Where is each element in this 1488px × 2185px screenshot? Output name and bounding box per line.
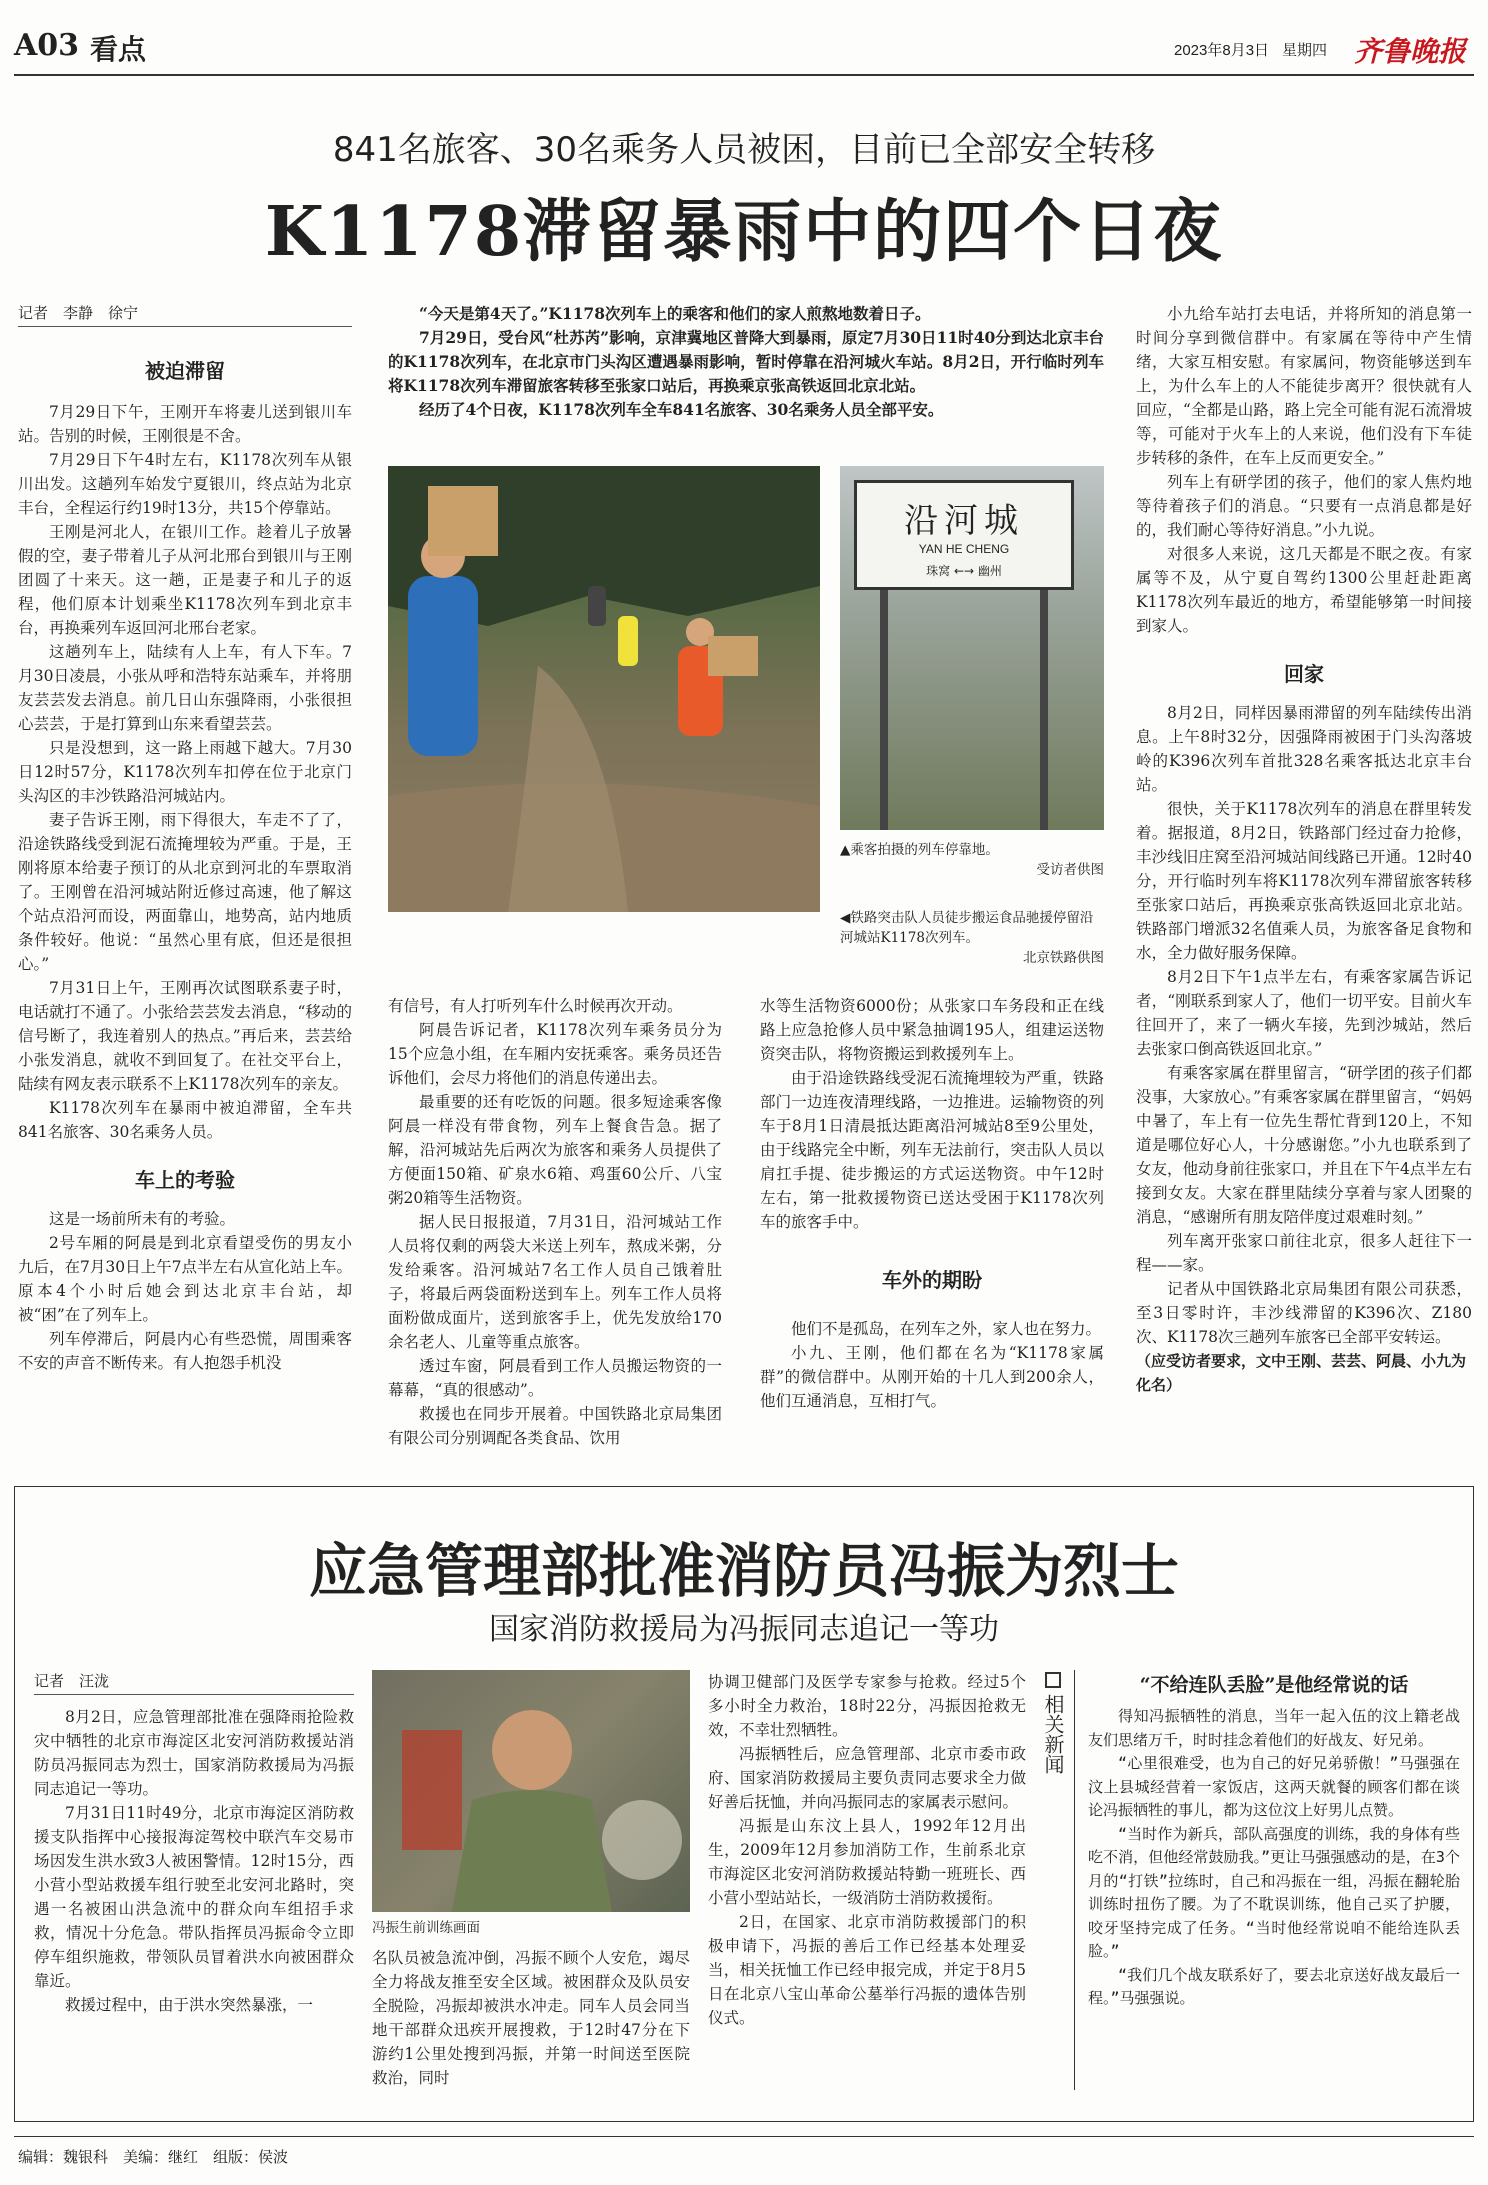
a1-col2-text: 有信号，有人打听列车什么时候再次开动。 阿晨告诉记者，K1178次列车乘务员分为15个应急小组，在车厢内安抚乘客。乘务员还告诉他们，会尽力将他们的消息传递出去。 最重要的还有吃饭的问题。很多短途乘客像阿晨一样没有带食物，列车上餐食告急。据了解，沿河城站先后两次为旅客和乘务人员提供了方便面150箱、矿泉水6箱、鸡蛋60公斤、八宝粥20箱等生活物资。 据人民日报报道，7月31日，沿河城站工作人员将仅剩的两袋大米送上列车，熬成米粥，分发给乘客。沿河城站7名工作人员自己饿着肚子，将最后两袋面粉送到车上。列车工作人员将面粉做成面片，送到旅客手上，优先发放给170余名老人、儿童等重点旅客。 透过车窗，阿晨看到工作人员搬运物资的一幕幕，“真的很感动”。 救援也在同步开展着。中国铁路北京局集团有限公司分别调配各类食品、饮用 (388, 997, 722, 1447)
issue-date: 2023年8月3日 (1174, 42, 1270, 59)
related-news-label: 相关新闻 (1040, 1670, 1066, 1774)
photo-rescue-workers (388, 466, 820, 912)
footer-editors: 编辑：魏银科 美编：继红 组版：侯波 (18, 2148, 289, 2166)
a1-subhead-trapped: 被迫滞留 (145, 359, 225, 383)
issue-weekday: 星期四 (1282, 41, 1328, 59)
a1-subhead-outside: 车外的期盼 (882, 1268, 982, 1292)
a2-col3-text: 协调卫健部门及医学专家参与抢救。经过5个多小时全力救治，18时22分，冯振因抢救无效，不幸壮烈牺牲。 冯振牺牲后，应急管理部、北京市委市政府、国家消防救援局主要负责同志要求全力做好善后抚恤，并向冯振同志的家属表示慰问。 冯振是山东汶上县人，1992年12月出生，2009年12月参加消防工作，生前系北京市海淀区北安河消防救援站特勤一班班长、西小营小型站站长，一级消防士消防救援衔。 2日，在国家、北京市消防救援部门的积极申请下，冯振的善后工作已经基本处理妥当，相关抚恤工作已经申报完成，并定于8月5日在北京八宝山革命公墓举行冯振的遗体告别仪式。 (708, 1673, 1026, 2027)
a2-subheadline: 国家消防救援局为冯振同志追记一等功 (489, 1612, 999, 1647)
a2-photo-caption: 冯振生前训练画面 (372, 1920, 480, 1936)
section-name: 看点 (90, 33, 147, 66)
photo-firefighter-training (372, 1670, 690, 1912)
related-news-divider (1074, 1670, 1075, 2090)
photo2-caption: ▲乘客拍摄的列车停靠地。 受访者供图 (840, 842, 1104, 878)
a2-byline: 记者 汪泷 (34, 1670, 354, 1695)
a1-byline: 记者 李静 徐宁 (18, 302, 352, 327)
side-title: “不给连队丢脸”是他经常说的话 (1139, 1674, 1409, 1696)
station-sign-neighbors: 珠窝 ←→ 幽州 (926, 564, 1002, 578)
sign-post-left (880, 590, 888, 830)
photo1-caption: ◀铁路突击队人员徒步搬运食品驰援停留沿河城站K1178次列车。 北京铁路供图 (840, 910, 1104, 966)
a1-col1b-text: 这是一场前所未有的考验。 2号车厢的阿晨是到北京看望受伤的男友小九后，在7月30日上午7点半左右从宣化站上车。原本4个小时后她会到达北京丰台站，却被“困”在了列车上。 列车停滞后，阿晨内心有些恐慌，周围乘客不安的声音不断传来。有人抱怨手机没 (18, 1210, 352, 1372)
photo-station-sign (840, 466, 1104, 830)
masthead (14, 28, 1474, 72)
a1-subheadline: 841名旅客、30名乘务人员被困，目前已全部安全转移 (332, 130, 1156, 170)
a1-subhead-test: 车上的考验 (135, 1168, 235, 1192)
a1-col4b-text: 8月2日，同样因暴雨滞留的列车陆续传出消息。上午8时32分，因强降雨被困于门头沟落坡岭的K396次列车首批328名乘客抵达北京丰台站。 很快，关于K1178次列车的消息在群里转发着。据报道，8月2日，铁路部门经过奋力抢修，丰沙线旧庄窝至沿河城站间线路已开通。12时40分，开行临时列车将K1178次列车滞留旅客转移至张家口站后，再换乘京张高铁返回北京北站。铁路部门增派32名值乘人员，为旅客备足食物和水，全力做好服务保障。 8月2日下午1点半左右，有乘客家属告诉记者，“刚联系到家人了，他们一切平安。目前火车往回开了，来了一辆火车接，先到沙城站，然后去张家口倒高铁返回北京。” 有乘客家属在群里留言，“研学团的孩子们都没事，大家放心。”有乘客家属在群里留言，“妈妈中暑了，车上有一位先生帮忙背到120上，不知道是哪位好心人，十分感谢您。”小九也联系到了女友，他动身前往张家口，并且在下午4点半左右接到女友。大家在群里陆续分享着与家人团聚的消息，“感谢所有朋友陪伴度过艰难时刻。” 列车离开张家口前往北京，很多人赶往下一程——家。 记者从中国铁路北京局集团有限公司获悉，至3日零时许，丰沙线滞留的K396次、Z180次、K1178次三趟列车旅客已全部平安转运。 (1136, 704, 1472, 1346)
paper-logo: 齐鲁晚报 (1354, 35, 1467, 68)
sign-post-right (1040, 590, 1048, 830)
station-sign-name: 沿河城 (904, 501, 1024, 541)
page-number: A03 (14, 28, 80, 63)
a1-col3a-text: 水等生活物资6000份；从张家口车务段和正在线路上应急抢修人员中紧急抽调195人，组建运送物资突击队，将物资搬运到救援列车上。 由于沿途铁路线受泥石流掩埋较为严重，铁路部门一边连夜清理线路，一边推进。运输物资的列车于8月1日清晨抵达距离沿河城站8至9公里处，由于线路完全中断，列车无法前行，突击队人员以肩扛手提、徒步搬运的方式运送物资。中午12时左右，第一批救援物资已送达受困于K1178次列车的旅客手中。 (760, 997, 1104, 1231)
a2-col1-text: 8月2日，应急管理部批准在强降雨抢险救灾中牺牲的北京市海淀区北安河消防救援站消防员冯振同志为烈士，国家消防救援局为冯振同志追记一等功。 7月31日11时49分，北京市海淀区消防救援支队指挥中心接报海淀驾校中联汽车交易市场因发生洪水致3人被困警情。12时15分，西小营小型站救援车组行驶至北安河北路时，突遇一名被困山洪急流中的群众向车组招手求救，情况十分危急。带队指挥员冯振命令立即停车组织施救，带领队员冒着洪水向被困群众靠近。 救援过程中，由于洪水突然暴涨，一 (34, 1708, 354, 2014)
side-text: 得知冯振牺牲的消息，当年一起入伍的汶上籍老战友们思绪万千，时时挂念着他们的好战友、好兄弟。 “心里很难受，也为自己的好兄弟骄傲！”马强强在汶上县城经营着一家饭店，这两天就餐的顾客们都在谈论冯振牺牲的事儿，都为这位汶上好男儿点赞。 “当时作为新兵，部队高强度的训练，我的身体有些吃不消，但他经常鼓励我。”更让马强强感动的是，在3个月的“打铁”拉练时，自己和冯振在一组，冯振在翻轮胎训练时扭伤了腰。为了不耽误训练，他自己买了护腰，咬牙坚持完成了任务。“当时他经常说咱不能给连队丢脸。” “我们几个战友联系好了，要去北京送好战友最后一程。”马强强说。 (1088, 1707, 1460, 2007)
a1-col1-text: 7月29日下午，王刚开车将妻儿送到银川车站。告别的时候，王刚很是不舍。 7月29日下午4时左右，K1178次列车从银川出发。这趟列车始发宁夏银川，终点站为北京丰台，全程运行约19时13分，共15个停靠站。 王刚是河北人，在银川工作。趁着儿子放暑假的空，妻子带着儿子从河北邢台到银川与王刚团圆了十来天。这一趟，正是妻子和儿子的返程，他们原本计划乘坐K1178次列车到北京丰台，再换乘列车返回河北邢台老家。 这趟列车上，陆续有人上车，有人下车。7月30日凌晨，小张从呼和浩特东站乘车，并将朋友芸芸发去消息。前几日山东强降雨，小张很担心芸芸，于是打算到山东来看望芸芸。 只是没想到，这一路上雨越下越大。7月30日12时57分，K1178次列车扣停在位于北京门头沟区的丰沙铁路沿河城站内。 妻子告诉王刚，雨下得很大，车走不了了，沿途铁路线受到泥石流掩埋较为严重。于是，王刚将原本给妻子预订的从北京到河北的车票取消了。王刚曾在沿河城站附近修过高速，他了解这个站点沿河而设，两面靠山，地势高，站内地质条件较好。他说：“虽然心里有底，但还是很担心。” 7月31日上午，王刚再次试图联系妻子时，电话就打不通了。小张给芸芸发去消息，“移动的信号断了，我连着别人的热点。”再后来，芸芸给小张发消息，就收不到回复了。在社交平台上，陆续有网友表示联系不上K1178次列车的亲友。 K1178次列车在暴雨中被迫滞留，全车共841名旅客、30名乘务人员。 (18, 403, 352, 1141)
a1-subhead-home: 回家 (1284, 662, 1324, 686)
a1-headline: K1178滞留暴雨中的四个日夜 (264, 192, 1224, 272)
station-sign (854, 480, 1074, 590)
related-news-icon (1045, 1672, 1061, 1688)
a1-credit-note: （应受访者要求，文中王刚、芸芸、阿晨、小九为化名） (1136, 1352, 1467, 1394)
footer-rule (14, 2136, 1474, 2137)
a2-headline: 应急管理部批准消防员冯振为烈士 (308, 1537, 1179, 1605)
a2-col2-text: 名队员被急流冲倒，冯振不顾个人安危，竭尽全力将战友推至安全区域。被困群众及队员安全脱险，冯振却被洪水冲走。同车人员会同当地干部群众迅疾开展搜救，于12时47分在下游约1公里处搜到冯振，并第一时间送至医院救治，同时 (372, 1949, 690, 2087)
station-sign-pinyin: YAN HE CHENG (918, 542, 1010, 556)
masthead-rule (14, 74, 1474, 76)
a1-col4a-text: 小九给车站打去电话，并将所知的消息第一时间分享到微信群中。有家属在等待中产生情绪，大家互相安慰。有家属问，物资能够送到车上，为什么车上的人不能徒步离开？很快就有人回应，“全都是山路，路上完全可能有泥石流滑坡等，可能对于火车上的人来说，他们没有下车徒步转移的条件，在车上反而更安全。” 列车上有研学团的孩子，他们的家人焦灼地等待着孩子们的消息。“只要有一点消息都是好的，我们耐心等待好消息。”小九说。 对很多人来说，这几天都是不眠之夜。有家属等不及，从宁夏自驾约1300公里赶赴距离K1178次列车最近的地方，希望能够第一时间接到家人。 (1136, 305, 1472, 635)
a1-lead: “今天是第4天了。”K1178次列车上的乘客和他们的家人煎熬地数着日子。 7月29日，受台风“杜苏芮”影响，京津冀地区普降大到暴雨，原定7月30日11时40分到达北京丰台的K1178次列车，在北京市门头沟区遭遇暴雨影响，暂时停靠在沿河城火车站。8月2日，开行临时列车将K1178次列车滞留旅客转移至张家口站后，再换乘京张高铁返回北京北站。 经历了4个日夜，K1178次列车全车841名旅客、30名乘务人员全部平安。 (388, 304, 1104, 419)
a1-col3b-text: 他们不是孤岛，在列车之外，家人也在努力。 小九、王刚，他们都在名为“K1178家属群”的微信群中。从刚开始的十几人到200余人，他们互通消息，互相打气。 (760, 1320, 1104, 1410)
